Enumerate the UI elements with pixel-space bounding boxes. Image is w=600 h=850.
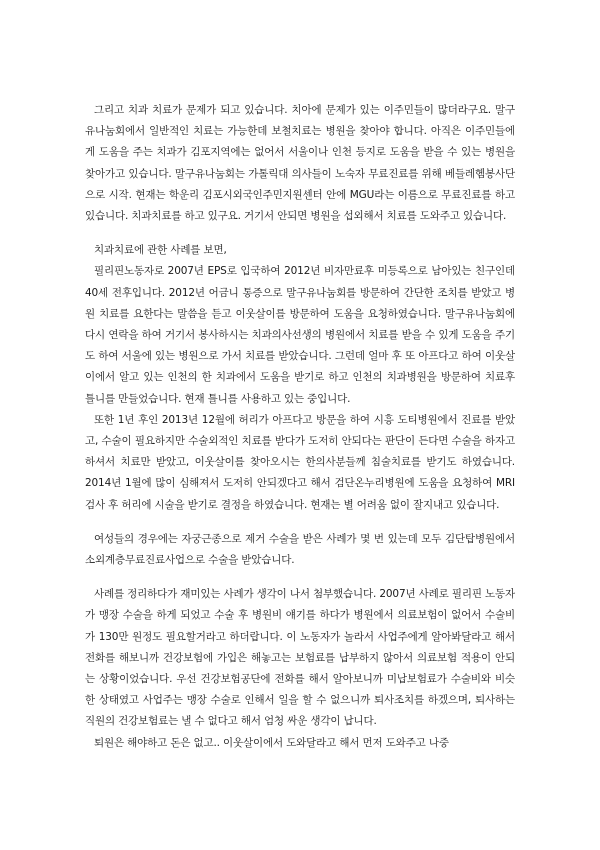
paragraph-dental-cases-heading: 치과치료에 관한 사례를 보면,: [94, 244, 227, 257]
paragraph-appendix-surgery-case: 사례를 정리하다가 재미있는 사례가 생각이 나서 첨부했습니다. 2007년 사례로 필리핀 노동자가 맹장 수술을 하게 되었고 수술 후 병원비 얘기를 하다가 병원에서 의료보험이 없어서 수술비가 130만 원정도 필요할거라고 하더랍니다. 이 노동자가 놀라서 사업주에게 알아봐달라고 해서 전화를 해보니까 건강보험에 가입은 해놓고는 보험료를 납부하지 않아서 의료보험 적용이 안되는 상황이었습니다. 우선 건강보험공단에 전화를 해서 알아보니까 미납보험료가 수술비와 비슷한 상태였고 사업주는 맹장 수술로 인해서 일을 할 수 없으니까 퇴사조치를 하겠으며, 퇴사하는 직원의 건강보험료는 낼 수 없다고 해서 엄청 싸운 생각이 납니다.: [85, 588, 515, 728]
paragraph-women-cases: 여성들의 경우에는 자궁근종으로 제거 수술을 받은 사례가 몇 번 있는데 모두 김단탑병원에서 소외계층무료진료사업으로 수술을 받았습니다.: [85, 532, 516, 567]
paragraph-dental-intro: 그리고 치과 치료가 문제가 되고 있습니다. 치아에 문제가 있는 이주민들이 많더라구요. 말구유나눔회에서 일반적인 치료는 가능한데 보철치료는 병원을 찾아야 합니다. 아직은 이주민들에게 도움을 주는 치과가 김포지역에는 없어서 서울이나 인천 등지로 도움을 받을 수 있는 병원을 찾아가고 있습니다. 말구유나눔회는 가톨릭대 의사들이 노숙자 무료진료를 위해 베들레헴봉사단으로 시작. 현재는 학운리 김포시외국인주민지원센터 안에 MGU라는 이름으로 무료진료를 하고 있습니다. 치과치료를 하고 있구요. 거기서 안되면 병원을 섭외해서 치료를 도와주고 있습니다.: [85, 104, 515, 223]
paragraph-discharge: 퇴원은 해야하고 돈은 없고.. 이웃살이에서 도와달라고 해서 먼저 도와주고 나중: [94, 736, 449, 749]
paragraph-back-surgery-case: 또한 1년 후인 2013년 12월에 허리가 아프다고 방문을 하여 시흥 도티병원에서 진료를 받았고, 수술이 필요하지만 수술외적인 치료를 받다가 도저히 안되다는 판단이 든다면 수술을 하자고 하셔서 치료만 받았고, 이웃살이를 찾아오시는 한의사분들께 침술치료를 받기도 하였습니다. 2014년 1월에 많이 심해져서 도저히 안되겠다고 해서 검단온누리병원에 도움을 요청하여 MRI 검사 후 허리에 시술을 받기로 결정을 하였습니다. 현재는 별 어려움 없이 잘지내고 있습니다.: [85, 413, 515, 511]
document-body: [85, 100, 515, 754]
paragraph-filipino-worker-case: 필리핀노동자로 2007년 EPS로 입국하여 2012년 비자만료후 미등록으로 남아있는 친구인데 40세 전후입니다. 2012년 어금니 통증으로 말구유나눔회를 방문하여 간단한 조치를 받았고 병원 치료를 요한다는 말씀을 듣고 이웃살이를 방문하여 도움을 요청하였습니다. 말구유나눔회에 다시 연락을 하여 거기서 봉사하시는 치과의사선생의 병원에서 치료를 받을 수 있게 도움을 주기도 하여 서울에 있는 병원으로 가서 치료를 받았습니다. 그런데 얼마 후 또 아프다고 하여 이웃살이에서 알고 있는 인천의 한 치과에서 도움을 받기로 하고 인천의 치과병원을 방문하여 치료후 틀니를 만들었습니다. 현재 틀니를 사용하고 있는 중입니다.: [85, 265, 515, 405]
